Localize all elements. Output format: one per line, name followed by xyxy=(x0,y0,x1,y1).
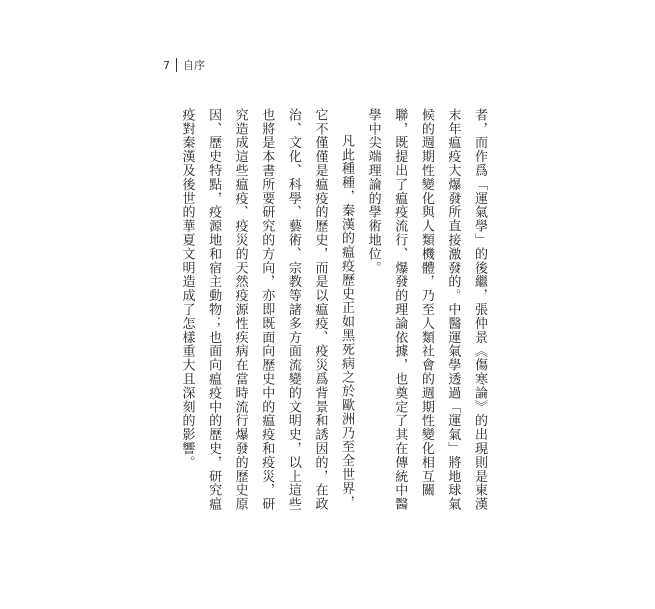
page-number: 7 xyxy=(163,58,170,72)
paragraph-1: 者，而作爲「運氣學」的後繼，張仲景《傷寒論》的出現則是東漢末年瘟疫大爆發所直接激發的。中醫運氣學透過「運氣」將地球氣候的週期性變化與人類機體，乃至人類社會的週期性變化相互關聯，既提出了瘟疫流行、爆發的理論依據，也奠定了其在傳統中醫學中尖端理論的學術地位。 xyxy=(365,108,487,512)
section-title: 自序 xyxy=(183,59,205,72)
vertical-text-body xyxy=(173,108,492,518)
running-header xyxy=(163,57,205,73)
paragraph-2: 凡此種種，秦漢的瘟疫歷史正如黑死病之於歐洲乃至全世界，它不僅僅是瘟疫的歷史，而是以瘟疫、疫災爲背景和誘因的，在政治、文化、科學、藝術、宗教等諸多方面流變的文明史，以上這些也將是本書所要研究的方向，亦即既面向歷史中的瘟疫和疫災，研究造成這些瘟疫、疫災的天然疫源性疾病在當時流行爆發的歷史原因、歷史特點，疫源地和宿主動物；也面向瘟疫中的歷史，研究瘟疫對秦漢及後世的華夏文明造成了怎樣重大且深刻的影響。 xyxy=(179,108,355,512)
header-divider xyxy=(176,58,177,72)
